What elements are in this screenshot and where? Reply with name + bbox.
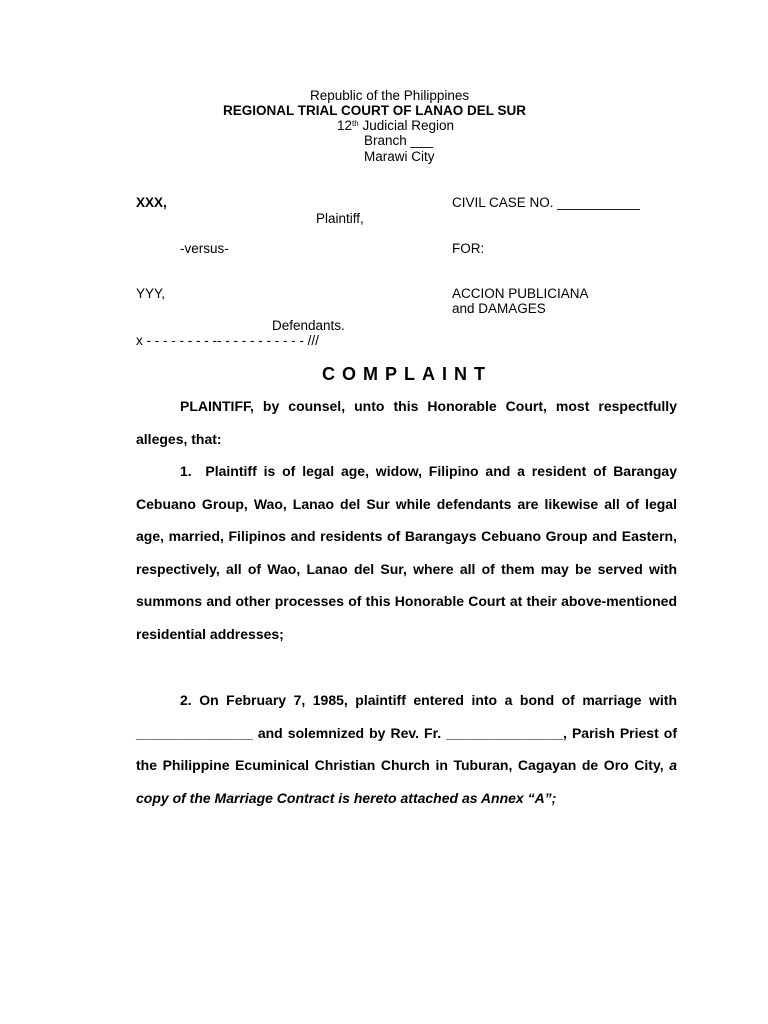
for-label: FOR: [452, 241, 485, 256]
civil-case-number: CIVIL CASE NO. ___________ [452, 195, 640, 210]
paragraph-1 [136, 455, 677, 651]
header-city: Marawi City [364, 149, 435, 164]
document-title: COMPLAINT [322, 364, 492, 384]
defendant-label: Defendants. [272, 318, 345, 333]
region-number: 12 [337, 118, 353, 133]
action-line-2: and DAMAGES [452, 301, 546, 316]
action-line-1: ACCION PUBLICIANA [452, 286, 589, 301]
paragraph-1-text: Plaintiff is of legal age, widow, Filipino and a resident of Barangay Cebuano Group, Wao, Lanao del Sur while defendants are likewise all of legal age, married, Filipinos and residents of Barangays Cebuano Group and Eastern, respectively, all of Wao, Lanao del Sur, where all of them may be served with summons and other processes of this Honorable Court at their above-mentioned residential addresses; [136, 463, 677, 642]
paragraph-1-number: 1. [180, 463, 192, 479]
defendant-name: YYY, [136, 286, 166, 301]
versus-label: -versus- [180, 241, 229, 256]
paragraph-2-italic-text: a copy of the Marriage Contract is hereto attached as Annex “A”; [136, 757, 678, 806]
paragraph-2-text: On February 7, 1985, plaintiff entered into a bond of marriage with _______________ and solemnized by Rev. Fr. _______________, Parish Priest of the Philippine Ecuminical Christian Church in Tuburan, Cagayan de Oro City, [136, 692, 677, 774]
intro-text: PLAINTIFF, by counsel, unto this Honorable Court, most respectfully alleges, that: [136, 398, 677, 447]
header-branch: Branch ___ [364, 133, 434, 148]
intro-paragraph [136, 390, 677, 455]
paragraph-2 [136, 684, 677, 814]
header-judicial-region [337, 118, 454, 133]
plaintiff-name: XXX, [136, 195, 167, 210]
plaintiff-label: Plaintiff, [316, 211, 364, 226]
header-court-name: REGIONAL TRIAL COURT OF LANAO DEL SUR [223, 103, 527, 118]
paragraph-2-number: 2. [180, 692, 192, 708]
caption-separator: x - - - - - - - - -- - - - - - - - - - - /// [136, 333, 319, 348]
region-text: Judicial Region [358, 118, 455, 133]
region-ordinal: th [352, 119, 359, 128]
header-republic: Republic of the Philippines [310, 88, 470, 103]
